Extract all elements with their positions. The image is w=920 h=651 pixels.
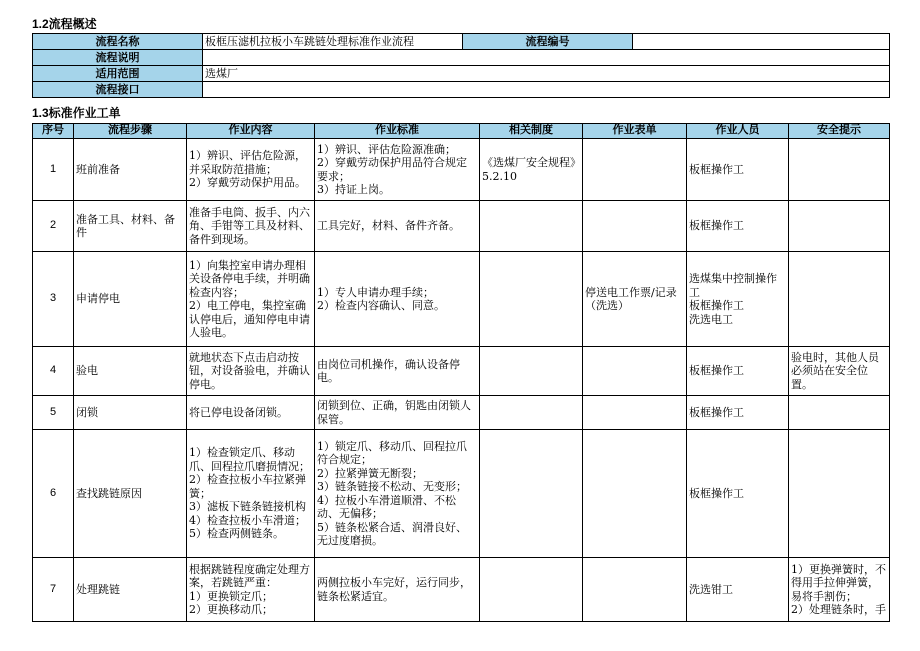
- table-row: [33, 558, 890, 622]
- row-safety: 验电时，其他人员必须站在安全位置。: [789, 347, 890, 396]
- header-form: 作业表单: [583, 124, 687, 139]
- row-form: [583, 201, 687, 252]
- row-content: 就地状态下点击启动按钮，对设备验电，并确认停电。: [187, 347, 315, 396]
- row-form: [583, 396, 687, 430]
- row-step: 验电: [74, 347, 187, 396]
- row-number: 7: [33, 558, 74, 622]
- row-policy: [480, 396, 583, 430]
- header-policy: 相关制度: [480, 124, 583, 139]
- header-content: 作业内容: [187, 124, 315, 139]
- label-process-name: 流程名称: [33, 34, 203, 50]
- row-staff: 板框操作工: [687, 139, 789, 201]
- header-staff: 作业人员: [687, 124, 789, 139]
- row-form: [583, 430, 687, 558]
- row-step: 处理跳链: [74, 558, 187, 622]
- row-policy: [480, 252, 583, 347]
- row-standard: 1）辨识、评估危险源准确； 2）穿戴劳动保护用品符合规定要求； 3）持证上岗。: [315, 139, 480, 201]
- table-row: [33, 430, 890, 558]
- row-content: 1）向集控室申请办理相关设备停电手续，并明确检查内容； 2）电工停电，集控室确认停电后，通知停电申请人验电。: [187, 252, 315, 347]
- row-standard: 两侧拉板小车完好，运行同步，链条松紧适宜。: [315, 558, 480, 622]
- row-safety: [789, 201, 890, 252]
- row-standard: 由岗位司机操作，确认设备停电。: [315, 347, 480, 396]
- row-form: [583, 558, 687, 622]
- row-content: 1）检查锁定爪、移动爪、回程拉爪磨损情况； 2）检查拉板小车拉紧弹簧； 3）滤板下链条链接机构 4）检查拉板小车滑道； 5）检查两侧链条。: [187, 430, 315, 558]
- row-number: 4: [33, 347, 74, 396]
- table-row: [33, 201, 890, 252]
- row-staff: 洗选钳工: [687, 558, 789, 622]
- header-standard: 作业标准: [315, 124, 480, 139]
- row-standard: 工具完好，材料、备件齐备。: [315, 201, 480, 252]
- row-staff: 板框操作工: [687, 201, 789, 252]
- row-number: 2: [33, 201, 74, 252]
- row-content: 1）辨识、评估危险源，并采取防范措施； 2）穿戴劳动保护用品。: [187, 139, 315, 201]
- row-step: 准备工具、材料、备件: [74, 201, 187, 252]
- row-safety: [789, 252, 890, 347]
- table-header-row: [33, 124, 890, 139]
- row-number: 1: [33, 139, 74, 201]
- header-safety: 安全提示: [789, 124, 890, 139]
- table-row: [33, 139, 890, 201]
- section-title-overview: 1.2流程概述: [32, 17, 97, 31]
- label-process-interface: 流程接口: [33, 82, 203, 98]
- row-content: 准备手电筒、扳手、内六角、手钳等工具及材料、备件到现场。: [187, 201, 315, 252]
- row-content: 将已停电设备闭锁。: [187, 396, 315, 430]
- row-policy: [480, 430, 583, 558]
- row-step: 查找跳链原因: [74, 430, 187, 558]
- row-policy: [480, 558, 583, 622]
- row-standard: 闭锁到位、正确，钥匙由闭锁人保管。: [315, 396, 480, 430]
- value-process-interface: [203, 82, 890, 98]
- header-number: 序号: [33, 124, 74, 139]
- label-scope: 适用范围: [33, 66, 203, 82]
- row-staff: 板框操作工: [687, 347, 789, 396]
- table-row: [33, 252, 890, 347]
- row-safety: 1）更换弹簧时，不得用手拉伸弹簧，易将手割伤； 2）处理链条时，手: [789, 558, 890, 622]
- row-policy: 《选煤厂安全规程》5.2.10: [480, 139, 583, 201]
- row-form: 停送电工作票/记录（洗选）: [583, 252, 687, 347]
- label-process-number: 流程编号: [463, 34, 633, 50]
- header-step: 流程步骤: [74, 124, 187, 139]
- label-process-description: 流程说明: [33, 50, 203, 66]
- row-form: [583, 139, 687, 201]
- table-row: [33, 396, 890, 430]
- row-step: 闭锁: [74, 396, 187, 430]
- value-scope: 选煤厂: [203, 66, 890, 82]
- section-title-work-order: 1.3标准作业工单: [32, 106, 121, 120]
- row-policy: [480, 201, 583, 252]
- standard-work-order-table: [32, 123, 890, 622]
- row-number: 3: [33, 252, 74, 347]
- row-content: 根据跳链程度确定处理方案，若跳链严重： 1）更换锁定爪； 2）更换移动爪；: [187, 558, 315, 622]
- row-step: 申请停电: [74, 252, 187, 347]
- row-standard: 1）锁定爪、移动爪、回程拉爪符合规定； 2）拉紧弹簧无断裂； 3）链条链接不松动、无变形； 4）拉板小车滑道顺滑、不松动、无偏移； 5）链条松紧合适、润滑良好、无过度磨损。: [315, 430, 480, 558]
- row-standard: 1）专人申请办理手续； 2）检查内容确认、同意。: [315, 252, 480, 347]
- row-safety: [789, 430, 890, 558]
- row-staff: 选煤集中控制操作工 板框操作工 洗选电工: [687, 252, 789, 347]
- row-number: 5: [33, 396, 74, 430]
- value-process-number: [633, 34, 890, 50]
- row-number: 6: [33, 430, 74, 558]
- value-process-description: [203, 50, 890, 66]
- process-overview-table: [32, 33, 890, 98]
- row-staff: 板框操作工: [687, 396, 789, 430]
- row-step: 班前准备: [74, 139, 187, 201]
- row-policy: [480, 347, 583, 396]
- row-safety: [789, 139, 890, 201]
- table-row: [33, 347, 890, 396]
- row-staff: 板框操作工: [687, 430, 789, 558]
- row-form: [583, 347, 687, 396]
- value-process-name: 板框压滤机拉板小车跳链处理标准作业流程: [203, 34, 463, 50]
- row-safety: [789, 396, 890, 430]
